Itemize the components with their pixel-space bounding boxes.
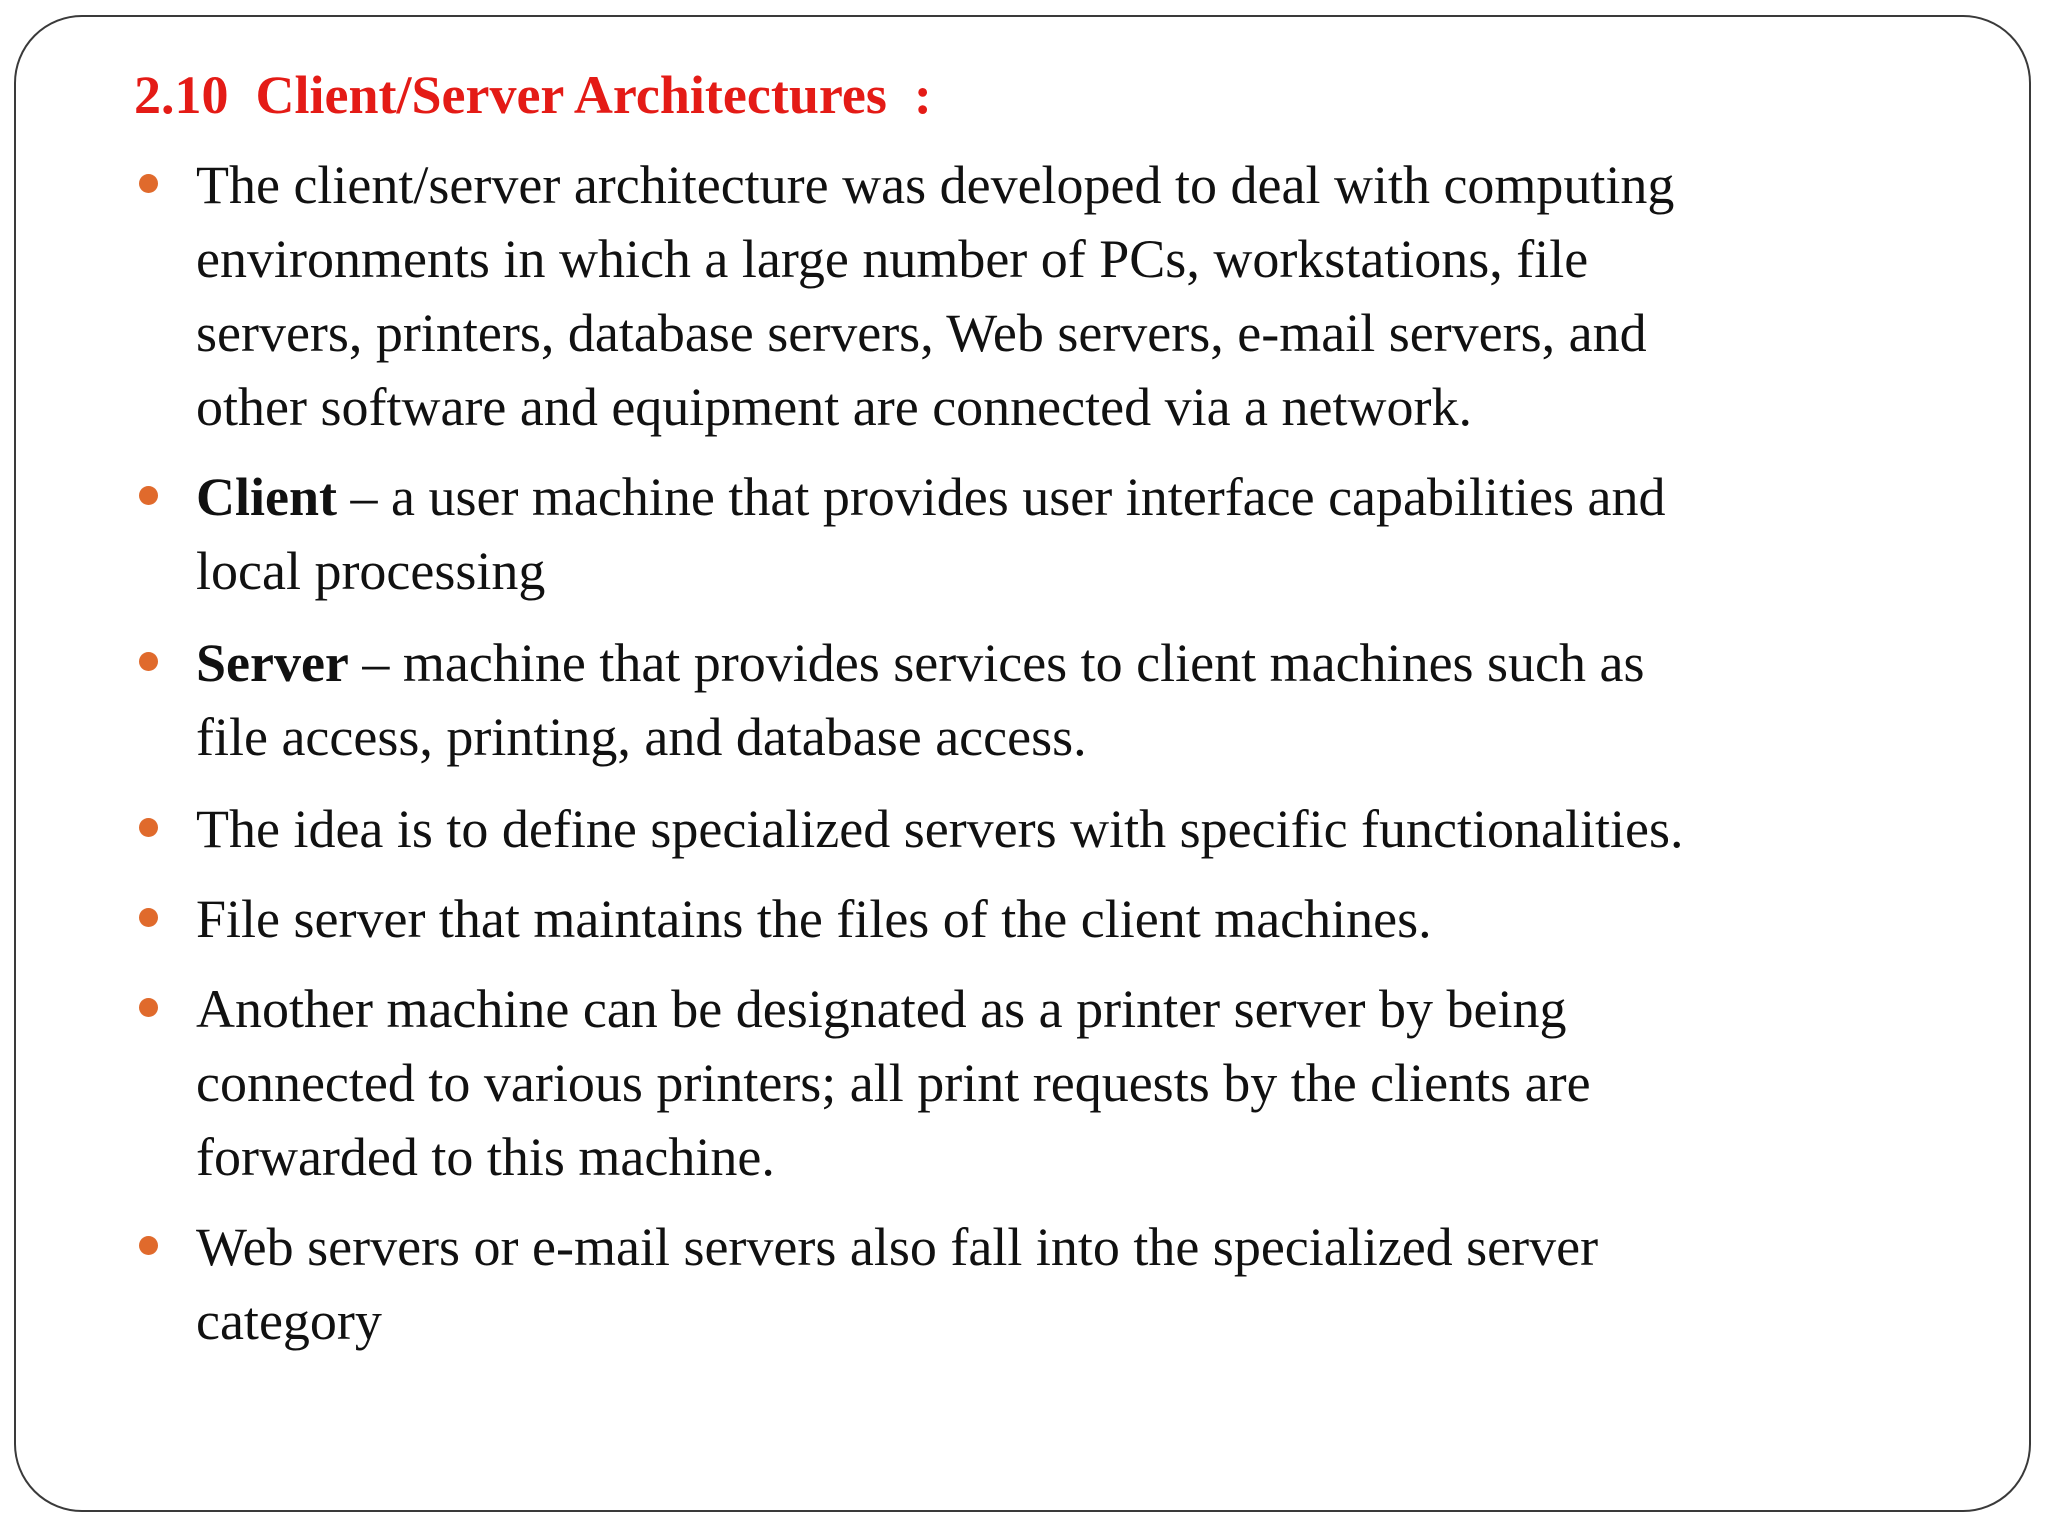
term-client: Client [196, 467, 337, 527]
slide-title: 2.10 Client/Server Architectures : [134, 65, 932, 125]
bullet-text: Another machine can be designated as a printer server by being connected to various printers; all print requests by the clients are forwarded to this machine. [196, 979, 1591, 1187]
bullet-text: The client/server architecture was developed to deal with computing environments in which a large number of PCs, workstations, file servers, printers, database servers, Web servers, e-mail servers, and other software and equipment are connected via a network. [196, 155, 1675, 437]
term-server: Server [196, 633, 349, 693]
bullet-text: Web servers or e-mail servers also fall into the specialized server category [196, 1217, 1599, 1351]
bullet-dot-icon [139, 174, 158, 193]
bullet-definition: – a user machine that provides user interface capabilities and local processing [196, 467, 1666, 601]
bullet-dot-icon [139, 652, 158, 671]
bullet-dot-icon [139, 1236, 158, 1255]
bullet-text [196, 626, 1936, 774]
bullet-dot-icon [139, 908, 158, 927]
bullet-definition: – machine that provides services to client machines such as file access, printing, and database access. [196, 633, 1645, 767]
bullet-dot-icon [139, 486, 158, 505]
bullet-dot-icon [139, 998, 158, 1017]
bullet-dot-icon [139, 818, 158, 837]
bullet-text: The idea is to define specialized servers with specific functionalities. [196, 799, 1684, 859]
bullet-text: File server that maintains the files of the client machines. [196, 889, 1432, 949]
bullet-text [196, 460, 1936, 608]
